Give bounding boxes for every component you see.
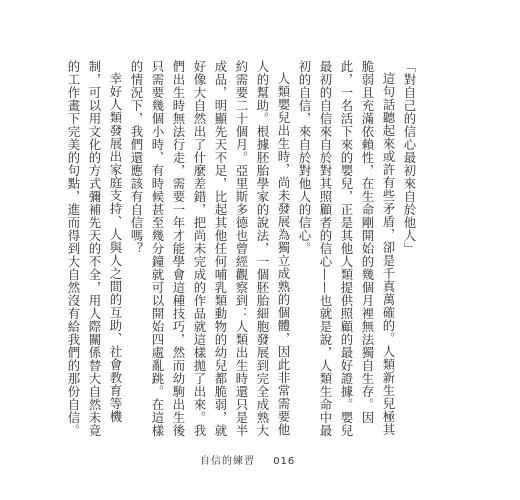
chapter-title: 自信的練習 — [200, 456, 255, 467]
page-number: 016 — [273, 456, 296, 467]
paragraph-1: 這句話聽起來或許有些矛盾，卻是千真萬確的。人類新生兒極其脆弱且充滿依賴性，在生命剛開始的幾個月裡無法獨自生存。因此，一名活下來的嬰兒，正是其他人類提供照顧的最好證據。嬰兒最初的自信來自於對其照顧者的信心——也就是說，人類生命中最初的自信，來自於對他人的信心。 — [297, 60, 396, 437]
paragraph-3: 幸好人類發展出家庭支持、人與人之間的互助、社會教育等機制，可以用文化的方式彌補先天的不全，用人際關係替大自然未竟的工作畫下完美的句點，進而得到大自然沒有給我們的那份自信。 — [66, 60, 123, 437]
vertical-text-body — [66, 60, 420, 445]
paragraph-2: 人類嬰兒出生時，尚未發展為獨立成熟的個體，因此非常需要他人的幫助。根據胚胎學家的說法，一個胚胎細胞發展到完全成熟大約需要二十個月。亞里斯多德也曾經觀察到：人類出生時還只是半成品，明顯先天不足，比起其他任何哺乳類動物的幼兒都脆弱，就好像大自然出了什麼差錯，把尚未完成的作品就這樣拋了出來。我們出生時無法行走，需要一年才能學會這種技巧，然而幼駒出生後只需要幾個小時、有時候甚至幾分鐘就可以開始四處亂跳。在這樣的情況下，我們還應該有自信嗎？ — [129, 60, 291, 437]
quote-heading: 「對自己的信心最初來自於他人」 — [402, 60, 417, 255]
page-footer — [200, 452, 295, 467]
